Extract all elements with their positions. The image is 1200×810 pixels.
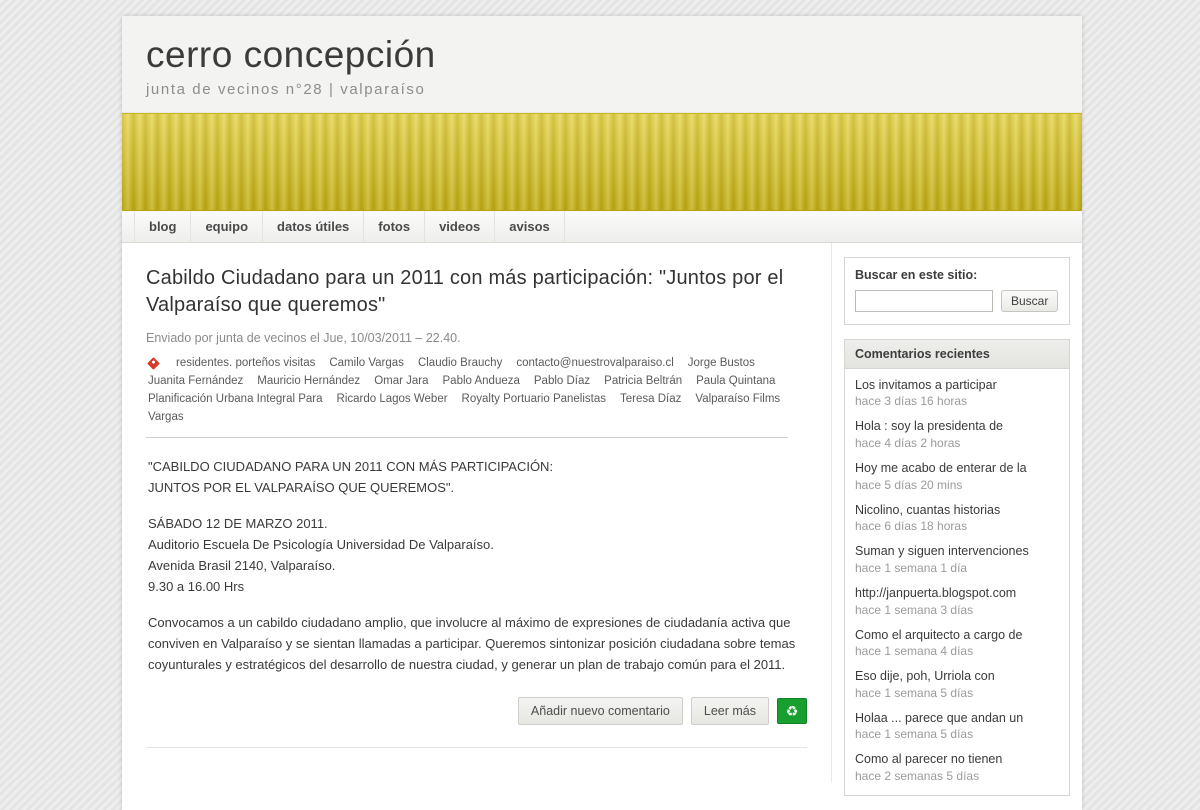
- post-heading-line-1: "CABILDO CIUDADANO PARA UN 2011 CON MÁS PARTICIPACIÓN:: [148, 458, 554, 474]
- site-header: [122, 16, 1082, 113]
- comment-time: hace 4 días 2 horas: [855, 436, 961, 451]
- tag-item[interactable]: Vargas: [148, 410, 184, 423]
- list-item[interactable]: [845, 623, 1069, 665]
- comment-title: Los invitamos a participar: [855, 377, 997, 392]
- nav-item-datos-utiles[interactable]: datos útiles: [262, 211, 364, 242]
- recent-comments-list: [845, 369, 1069, 795]
- tag-item[interactable]: contacto@nuestrovalparaiso.cl: [516, 356, 674, 369]
- comment-time: hace 6 días 18 horas: [855, 519, 968, 534]
- tag-item[interactable]: Pablo Díaz: [533, 374, 591, 387]
- comment-title: Suman y siguen intervenciones: [855, 544, 1029, 559]
- comment-title: Hola : soy la presidenta de: [855, 419, 1004, 434]
- list-item[interactable]: [845, 456, 1069, 498]
- tag-item[interactable]: Jorge Bustos: [687, 356, 755, 369]
- nav-item-equipo[interactable]: equipo: [190, 211, 263, 242]
- site-subtitle: junta de vecinos n°28 | valparaíso: [146, 80, 426, 98]
- comment-title: http://janpuerta.blogspot.com: [855, 585, 1017, 600]
- tag-item[interactable]: Mauricio Hernández: [257, 374, 361, 387]
- list-item[interactable]: [845, 414, 1069, 456]
- list-item[interactable]: [845, 539, 1069, 581]
- comment-title: Como al parecer no tienen: [855, 752, 1003, 767]
- nav-item-blog[interactable]: blog: [134, 211, 191, 242]
- page-container: [122, 16, 1082, 810]
- comment-title: Hoy me acabo de enterar de la: [855, 461, 1027, 476]
- tag-item[interactable]: residentes. porteños visitas: [176, 356, 316, 369]
- tag-item[interactable]: Juanita Fernández: [148, 374, 244, 387]
- share-icon[interactable]: ♻: [777, 698, 807, 724]
- post-body: [146, 456, 803, 675]
- tag-item[interactable]: Royalty Portuario Panelistas: [461, 392, 607, 405]
- content-wrapper: [122, 243, 1082, 810]
- tag-item[interactable]: Camilo Vargas: [329, 356, 404, 369]
- post-heading-line-2: JUNTOS POR EL VALPARAÍSO QUE QUEREMOS".: [148, 479, 455, 495]
- comment-time: hace 2 semanas 5 días: [855, 769, 980, 784]
- recent-comments-block: [844, 339, 1070, 796]
- recent-comments-heading: Comentarios recientes: [845, 340, 1069, 369]
- tag-item[interactable]: Teresa Díaz: [620, 392, 682, 405]
- post-paragraph: Convocamos a un cabildo ciudadano amplio, que involucre al máximo de expresiones de ciudadanía activa que conviven en Valparaíso y se sientan llamadas a participar. Queremos sintonizar posición ciudadana sobre temas coyunturales y estratégicos del desarrollo de nuestra ciudad, y generar un plan de trabajo común para el 2011.: [148, 615, 796, 673]
- add-comment-button[interactable]: Añadir nuevo comentario: [518, 697, 683, 725]
- post-actions: [146, 697, 807, 748]
- search-button[interactable]: Buscar: [1001, 290, 1058, 312]
- nav-item-avisos[interactable]: avisos: [494, 211, 564, 242]
- nav-item-videos[interactable]: videos: [424, 211, 495, 242]
- search-input[interactable]: [855, 290, 993, 312]
- tag-item[interactable]: Valparaíso Films: [695, 392, 781, 405]
- post-event-date: SÁBADO 12 DE MARZO 2011.: [148, 515, 328, 531]
- tag-item[interactable]: Planificación Urbana Integral Para: [148, 392, 323, 405]
- list-item[interactable]: [845, 664, 1069, 706]
- list-item[interactable]: [845, 706, 1069, 748]
- comment-time: hace 1 semana 4 días: [855, 644, 974, 659]
- comment-time: hace 1 semana 1 día: [855, 560, 968, 575]
- tag-item[interactable]: Patricia Beltrán: [604, 374, 683, 387]
- tag-item[interactable]: Pablo Andueza: [442, 374, 520, 387]
- list-item[interactable]: [845, 581, 1069, 623]
- tag-item[interactable]: Claudio Brauchy: [417, 356, 503, 369]
- tag-item[interactable]: Ricardo Lagos Weber: [336, 392, 448, 405]
- post-title: Cabildo Ciudadano para un 2011 con más participación: "Juntos por el Valparaíso que queremos": [146, 266, 784, 316]
- read-more-button[interactable]: Leer más: [691, 697, 769, 725]
- search-block: [844, 257, 1070, 325]
- comment-time: hace 1 semana 5 días: [855, 727, 974, 742]
- main-column: [122, 243, 832, 783]
- tag-item[interactable]: Paula Quintana: [696, 374, 776, 387]
- comment-time: hace 1 semana 5 días: [855, 685, 974, 700]
- post-tags: [146, 357, 788, 438]
- comment-title: Como el arquitecto a cargo de: [855, 627, 1023, 642]
- sidebar: [832, 243, 1082, 810]
- tag-item[interactable]: Omar Jara: [374, 374, 429, 387]
- banner-image: [122, 113, 1082, 211]
- site-title: cerro concepción: [146, 34, 436, 75]
- comment-title: Nicolino, cuantas historias: [855, 502, 1001, 517]
- tag-icon: [148, 357, 162, 369]
- comment-title: Holaa ... parece que andan un: [855, 710, 1024, 725]
- post-event-address: Avenida Brasil 2140, Valparaíso.: [148, 558, 336, 574]
- search-row: [855, 290, 1059, 312]
- comment-title: Eso dije, poh, Urriola con: [855, 669, 995, 684]
- post-submitted-info: Enviado por junta de vecinos el Jue, 10/03/2011 – 22.40.: [146, 330, 461, 345]
- main-navigation: [122, 211, 1082, 243]
- list-item[interactable]: [845, 498, 1069, 540]
- list-item[interactable]: [845, 373, 1069, 415]
- comment-time: hace 5 días 20 mins: [855, 477, 963, 492]
- comment-time: hace 1 semana 3 días: [855, 602, 974, 617]
- post-event-hours: 9.30 a 16.00 Hrs: [148, 579, 245, 595]
- list-item[interactable]: [845, 747, 1069, 789]
- comment-time: hace 3 días 16 horas: [855, 394, 968, 409]
- search-label: Buscar en este sitio:: [855, 267, 978, 282]
- post-event-venue: Auditorio Escuela De Psicología Universidad De Valparaíso.: [148, 536, 494, 552]
- nav-item-fotos[interactable]: fotos: [363, 211, 425, 242]
